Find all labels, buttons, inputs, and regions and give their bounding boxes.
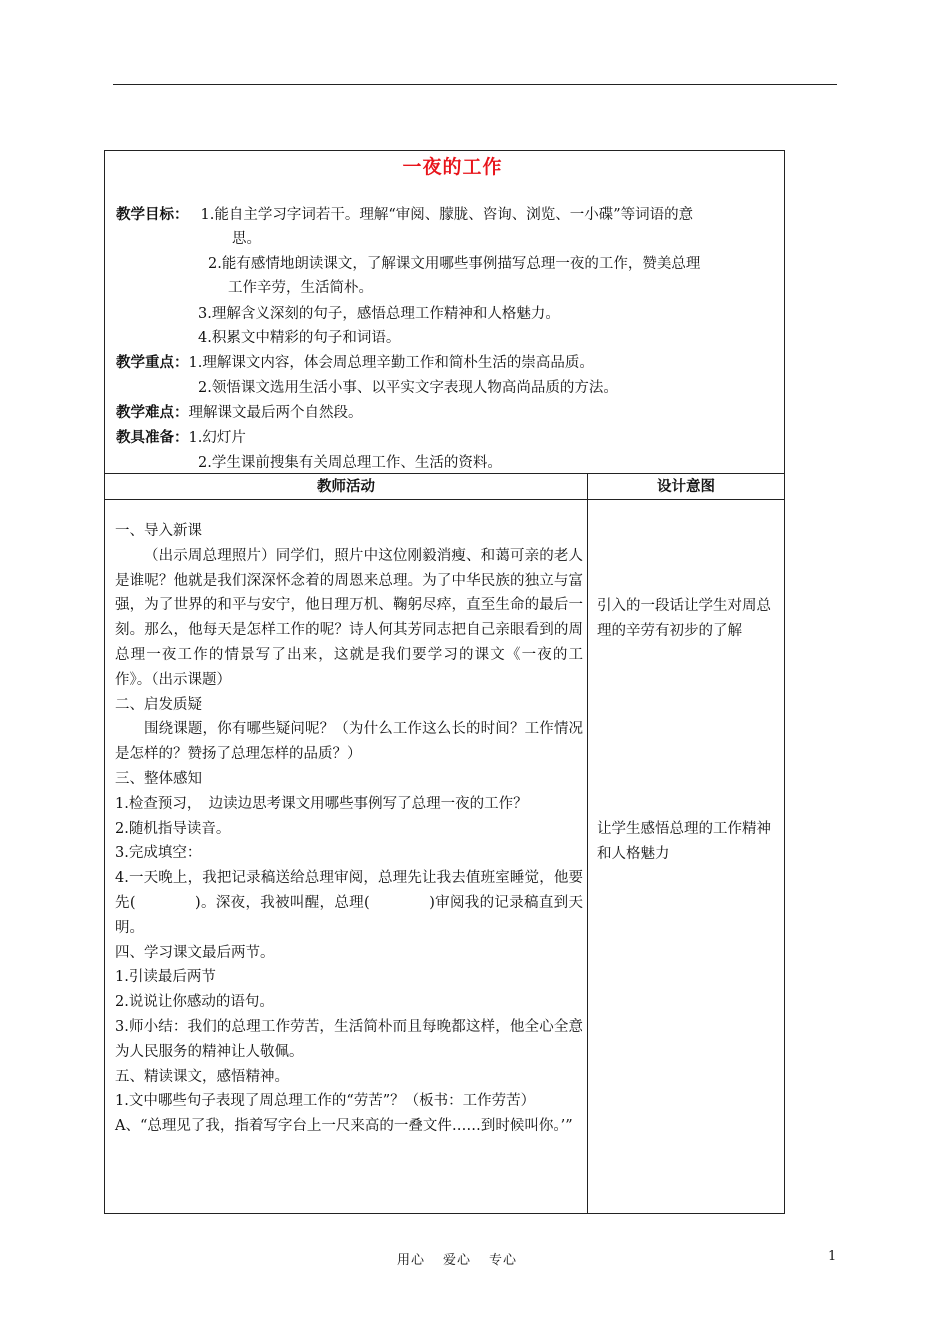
list-item: 1.引读最后两节: [115, 969, 216, 986]
lesson-plan-table: [104, 150, 785, 1214]
header-rule: [113, 84, 837, 85]
footer-word: 用心: [397, 1253, 426, 1268]
list-item: 2.随机指导读音。: [115, 820, 231, 837]
section-heading: 二、启发质疑: [115, 696, 202, 713]
section-heading: 五、精读课文，感悟精神。: [115, 1068, 289, 1085]
objectives-line-1: [116, 203, 693, 227]
objectives-label: 教学目标：: [116, 207, 189, 223]
preparation-label: 教具准备：: [116, 430, 189, 446]
difficulty-line: [116, 401, 363, 425]
paragraph: （出示周总理照片）同学们，照片中这位刚毅消瘦、和蔼可亲的老人是谁呢？他就是我们深深怀念着的周恩来总理。为了中华民族的独立与富强，为了世界的和平与安宁，他日理万机、鞠躬尽瘁，直至生命的最后一刻。那么，他每天是怎样工作的呢？诗人何其芳同志把自己亲眼看到的周总理一夜工作的情景写了出来，这就是我们要学习的课文《一夜的工作》。（出示课题）: [115, 547, 583, 688]
lesson-overview: [105, 151, 784, 474]
key-point-item: 1.理解课文内容，体会周总理辛勤工作和简朴生活的崇高品质。: [188, 355, 594, 371]
list-item: 3.师小结：我们的总理工作劳苦，生活简朴而且每晚都这样，他全心全意为人民服务的精神让人敬佩。: [115, 1018, 583, 1060]
preparation-item: 1.幻灯片: [188, 430, 246, 446]
objective-item: 2.能有感情地朗读课文，了解课文用哪些事例描写总理一夜的工作，赞美总理: [208, 256, 701, 272]
preparation-line-1: [116, 426, 246, 450]
header-row-separator: [105, 499, 784, 500]
paragraph: 围绕课题，你有哪些疑问呢？（为什么工作这么长的时间？工作情况是怎样的？赞扬了总理怎样的品质？）: [115, 721, 583, 763]
list-item: 1.检查预习， 边读边思考课文用哪些事例写了总理一夜的工作？: [115, 795, 528, 812]
footer-word: 专心: [489, 1253, 518, 1268]
objective-item: 1.能自主学习字词若干。理解“审阅、朦胧、咨询、浏览、一小碟”等词语的意: [200, 207, 694, 223]
page-number: 1: [828, 1249, 837, 1264]
design-intent-note: 引入的一段话让学生对周总理的辛劳有初步的了解: [597, 598, 771, 639]
list-item: 3.完成填空：: [115, 845, 202, 862]
footer-motto: [397, 1249, 535, 1268]
key-points-label: 教学重点：: [116, 355, 189, 371]
section-heading: 四、学习课文最后两节。: [115, 944, 275, 961]
difficulty-text: 理解课文最后两个自然段。: [188, 405, 363, 421]
objective-item: 工作辛劳，生活简朴。: [228, 280, 373, 296]
section-heading: 一、导入新课: [115, 523, 202, 539]
difficulty-label: 教学难点：: [116, 405, 189, 421]
column-header-teacher-activity: 教师活动: [317, 479, 375, 495]
list-item: 2.说说让你感动的语句。: [115, 994, 274, 1011]
objective-item: 4.积累文中精彩的句子和词语。: [198, 330, 401, 346]
teacher-activity-column: [115, 519, 583, 1139]
design-intent-note: 让学生感悟总理的工作精神和人格魅力: [597, 821, 771, 862]
preparation-item: 2.学生课前搜集有关周总理工作、生活的资料。: [198, 455, 502, 471]
key-points-line-1: [116, 351, 594, 375]
row-separator: [105, 473, 784, 474]
list-item: 4.一天晚上，我把记录稿送给总理审阅，总理先让我去值班室睡觉，他要先( )。深夜，我被叫醒，总理( )审阅我的记录稿直到天明。: [115, 870, 583, 936]
footer-word: 爱心: [443, 1253, 472, 1268]
lesson-title: 一夜的工作: [402, 156, 503, 178]
section-heading: 三、整体感知: [115, 770, 202, 787]
objective-item: 思。: [232, 231, 261, 247]
key-point-item: 2.领悟课文选用生活小事、以平实文字表现人物高尚品质的方法。: [198, 380, 618, 396]
list-item: A、“总理见了我，指着写字台上一尺来高的一叠文件……到时候叫你。’”: [115, 1118, 573, 1135]
column-separator: [587, 474, 588, 1213]
list-item: 1.文中哪些句子表现了周总理工作的“劳苦”？（板书：工作劳苦）: [115, 1093, 536, 1110]
objective-item: 3.理解含义深刻的句子，感悟总理工作精神和人格魅力。: [198, 306, 560, 322]
column-header-design-intent: 设计意图: [657, 479, 715, 495]
